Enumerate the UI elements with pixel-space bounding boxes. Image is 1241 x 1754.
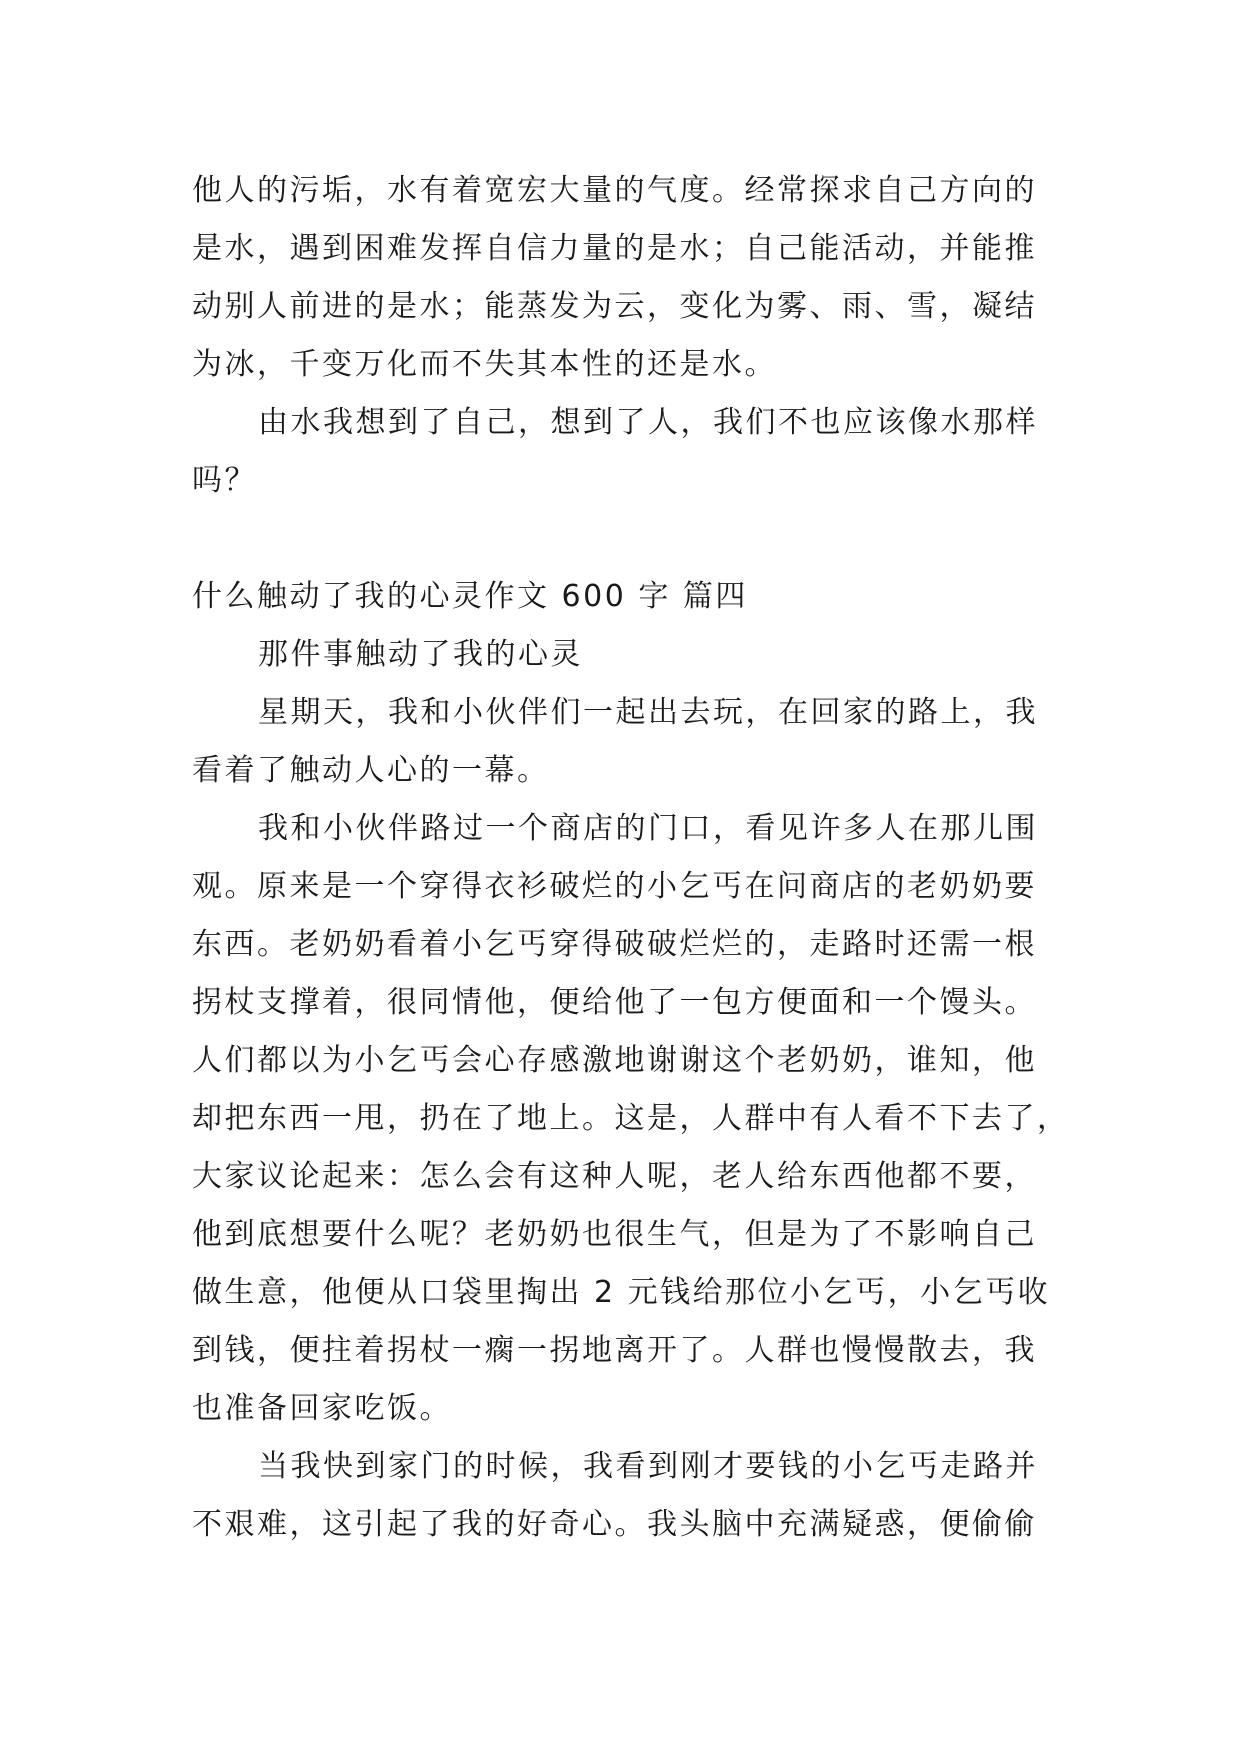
text-line: 当我快到家门的时候，我看到刚才要钱的小乞丐走路并 [258, 1449, 1038, 1484]
text-line: 拐杖支撑着，很同情他，便给他了一包方便面和一个馒头。 [192, 985, 1037, 1020]
document-page [192, 162, 1070, 1554]
text-line: 也准备回家吃饭。 [192, 1391, 452, 1426]
text-line: 观。原来是一个穿得衣衫破烂的小乞丐在问商店的老奶奶要 [192, 869, 1037, 904]
essay-title: 那件事触动了我的心灵 [258, 637, 583, 672]
paragraph-3 [192, 1438, 1062, 1554]
blank-line [192, 510, 1062, 568]
text-line: 看着了触动人心的一幕。 [192, 753, 550, 788]
text-line: 他到底想要什么呢？老奶奶也很生气，但是为了不影响自己 [192, 1217, 1037, 1252]
paragraph-water-continued [192, 162, 1062, 394]
paragraph-2 [192, 800, 1070, 1438]
text-line: 却把东西一甩，扔在了地上。这是，人群中有人看不下去了， [192, 1101, 1070, 1136]
text-line: 我和小伙伴路过一个商店的门口，看见许多人在那儿围 [258, 811, 1038, 846]
text-line: 吗？ [192, 463, 257, 498]
paragraph-water-reflection [192, 394, 1062, 510]
text-line: 人们都以为小乞丐会心存感激地谢谢这个老奶奶，谁知，他 [192, 1043, 1037, 1078]
text-line: 大家议论起来：怎么会有这种人呢，老人给东西他都不要， [192, 1159, 1037, 1194]
text-line: 东西。老奶奶看着小乞丐穿得破破烂烂的，走路时还需一根 [192, 927, 1037, 962]
text-line: 他人的污垢，水有着宽宏大量的气度。经常探求自己方向的 [192, 173, 1037, 208]
text-line: 到钱，便拄着拐杖一瘸一拐地离开了。人群也慢慢散去，我 [192, 1333, 1037, 1368]
paragraph-1 [192, 684, 1062, 800]
text-line: 动别人前进的是水；能蒸发为云，变化为雾、雨、雪，凝结 [192, 289, 1037, 324]
section-heading: 什么触动了我的心灵作文 600 字 篇四 [192, 579, 748, 614]
text-line: 由水我想到了自己，想到了人，我们不也应该像水那样 [258, 405, 1038, 440]
text-line: 是水，遇到困难发挥自信力量的是水；自己能活动，并能推 [192, 231, 1037, 266]
text-line: 不艰难，这引起了我的好奇心。我头脑中充满疑惑，便偷偷 [192, 1507, 1037, 1542]
text-line: 做生意，他便从口袋里掏出 2 元钱给那位小乞丐，小乞丐收 [192, 1275, 1051, 1310]
text-line: 星期天，我和小伙伴们一起出去玩，在回家的路上，我 [258, 695, 1038, 730]
text-line: 为冰，千变万化而不失其本性的还是水。 [192, 347, 777, 382]
